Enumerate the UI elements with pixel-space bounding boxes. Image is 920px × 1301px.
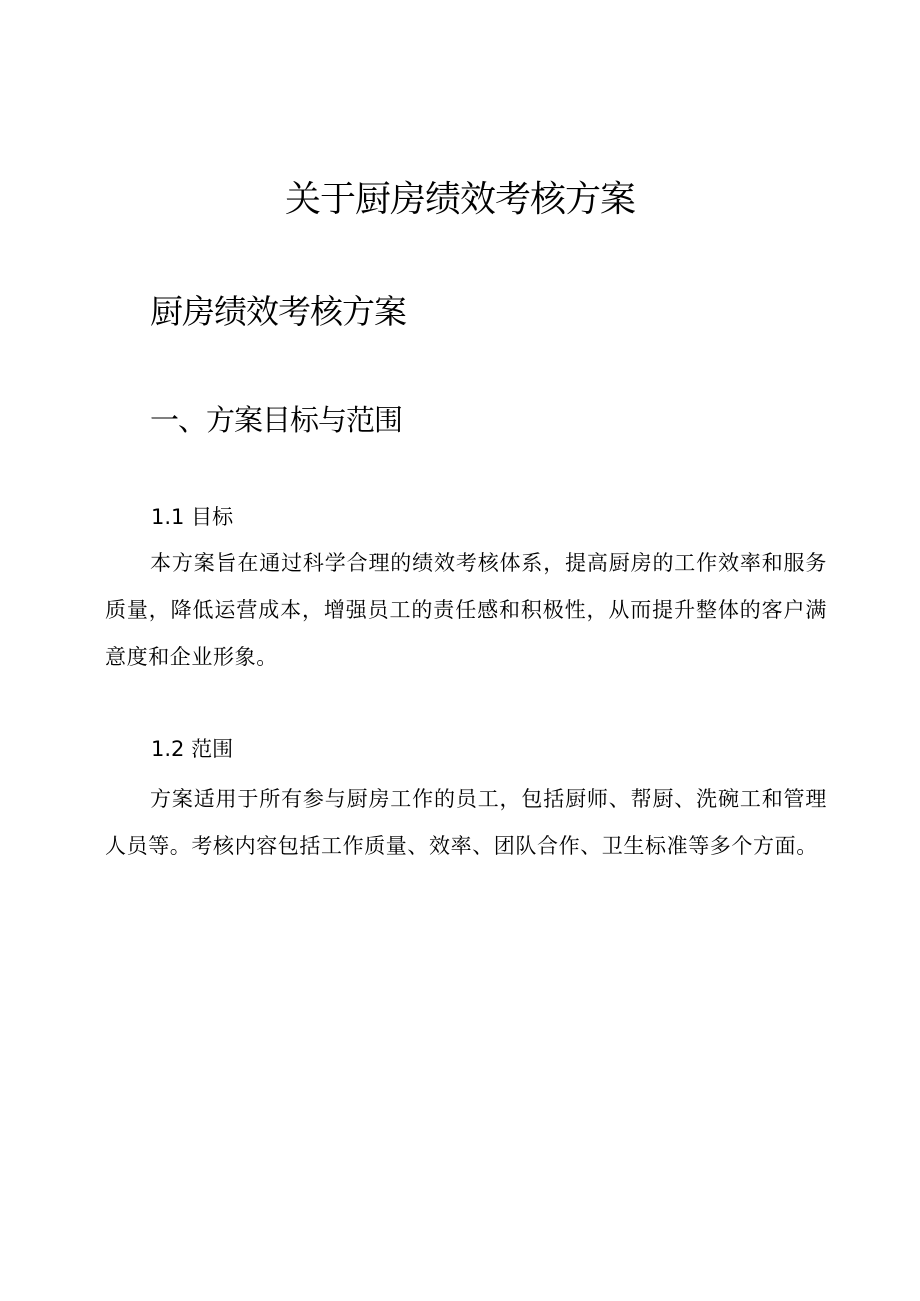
document-title: 关于厨房绩效考核方案: [284, 179, 635, 220]
section-heading-goals-scope: 一、方案目标与范围: [150, 403, 403, 437]
subsection-heading-goal: 1.1 目标: [151, 505, 234, 529]
goal-paragraph: 本方案旨在通过科学合理的绩效考核体系，提高厨房的工作效率和服务质量，降低运营成本，增强员工的责任感和积极性，从而提升整体的客户满意度和企业形象。: [105, 551, 827, 669]
scope-paragraph: 方案适用于所有参与厨房工作的员工，包括厨师、帮厨、洗碗工和管理人员等。考核内容包括工作质量、效率、团队合作、卫生标准等多个方面。: [105, 787, 827, 858]
document-subtitle: 厨房绩效考核方案: [150, 292, 406, 331]
subsection-heading-scope: 1.2 范围: [151, 737, 234, 761]
